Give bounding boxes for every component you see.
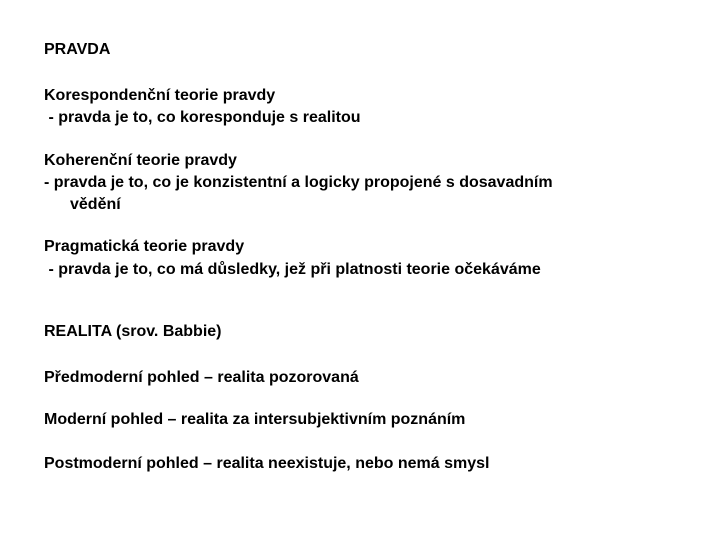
coherence-theory-definition-line1: - pravda je to, co je konzistentní a logicky propojené s dosavadním [44, 174, 553, 191]
modern-view: Moderní pohled – realita za intersubjektivním poznáním [44, 411, 466, 428]
correspondence-theory-definition: - pravda je to, co koresponduje s realitou [44, 109, 361, 126]
postmodern-view: Postmoderní pohled – realita neexistuje, nebo nemá smysl [44, 455, 490, 472]
correspondence-theory-heading: Korespondenční teorie pravdy [44, 87, 276, 104]
pragmatic-theory-heading: Pragmatická teorie pravdy [44, 238, 245, 255]
coherence-theory-definition-line2: vědění [70, 196, 121, 213]
section-title-realita: REALITA (srov. Babbie) [44, 323, 222, 340]
section-title-pravda: PRAVDA [44, 41, 111, 58]
premodern-view: Předmoderní pohled – realita pozorovaná [44, 369, 359, 386]
coherence-theory-heading: Koherenční teorie pravdy [44, 152, 237, 169]
pragmatic-theory-definition: - pravda je to, co má důsledky, jež při platnosti teorie očekáváme [44, 261, 541, 278]
